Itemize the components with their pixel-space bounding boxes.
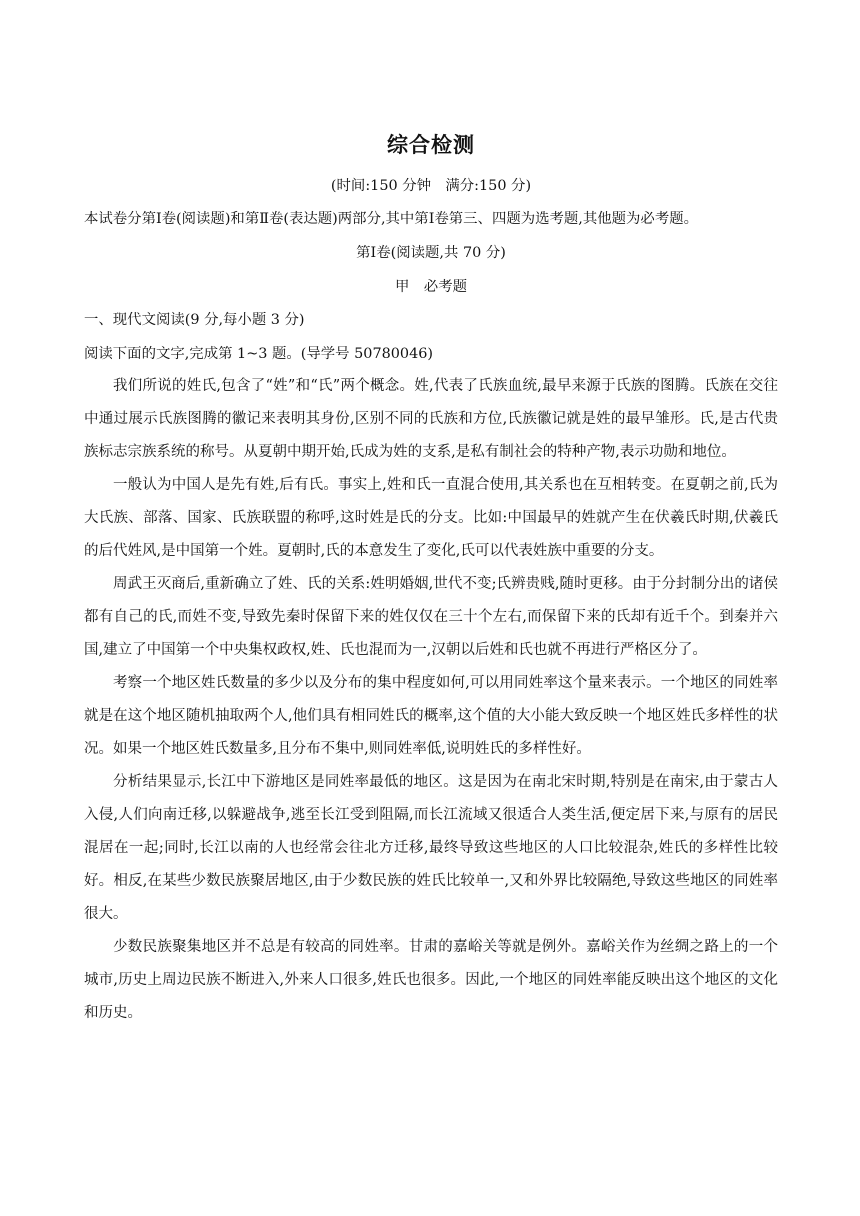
passage-paragraph: 我们所说的姓氏,包含了“姓”和“氏”两个概念。姓,代表了氏族血统,最早来源于氏族的图腾。氏族在交往中通过展示氏族图腾的徽记来表明其身份,区别不同的氏族和方位,氏族徽记就是姓的最早雏形。氏,是古代贵族标志宗族系统的称号。从夏朝中期开始,氏成为姓的支系,是私有制社会的特种产物,表示功勋和地位。 — [84, 378, 778, 460]
document-title: 综合检测 — [387, 133, 475, 157]
passage-paragraph: 考察一个地区姓氏数量的多少以及分布的集中程度如何,可以用同姓率这个量来表示。一个地区的同姓率就是在这个地区随机抽取两个人,他们具有相同姓氏的概率,这个值的大小能大致反映一个地区姓氏多样性的状况。如果一个地区姓氏数量多,且分布不集中,则同姓率低,说明姓氏的多样性好。 — [84, 675, 778, 757]
question-heading: 一、现代文阅读(9 分,每小题 3 分) — [84, 312, 305, 328]
passage-paragraph: 分析结果显示,长江中下游地区是同姓率最低的地区。这是因为在南北宋时期,特别是在南宋,由于蒙古人入侵,人们向南迁移,以躲避战争,逃至长江受到阻隔,而长江流域又很适合人类生活,便定居下来,与原有的居民混居在一起;同时,长江以南的人也经常会往北方迁移,最终导致这些地区的人口比较混杂,姓氏的多样性比较好。相反,在某些少数民族聚居地区,由于少数民族的姓氏比较单一,又和外界比较隔绝,导致这些地区的同姓率很大。 — [84, 774, 778, 922]
passage-paragraph: 周武王灭商后,重新确立了姓、氏的关系:姓明婚姻,世代不变;氏辨贵贱,随时更移。由于分封制分出的诸侯都有自己的氏,而姓不变,导致先秦时保留下来的姓仅仅在三十个左右,而保留下来的氏却有近千个。到秦并六国,建立了中国第一个中央集权政权,姓、氏也混而为一,汉朝以后姓和氏也就不再进行严格区分了。 — [84, 576, 778, 658]
reading-passage — [84, 370, 778, 1030]
passage-paragraph: 一般认为中国人是先有姓,后有氏。事实上,姓和氏一直混合使用,其关系也在互相转变。在夏朝之前,氏为大氏族、部落、国家、氏族联盟的称呼,这时姓是氏的分支。比如:中国最早的姓就产生在伏羲氏时期,伏羲氏的后代姓风,是中国第一个姓。夏朝时,氏的本意发生了变化,氏可以代表姓族中重要的分支。 — [84, 477, 778, 559]
reading-instruction: 阅读下面的文字,完成第 1~3 题。(导学号 50780046) — [84, 346, 434, 362]
part-heading: 第Ⅰ卷(阅读题,共 70 分) — [356, 245, 506, 261]
section-heading: 甲 必考题 — [395, 279, 467, 295]
passage-paragraph: 少数民族聚集地区并不总是有较高的同姓率。甘肃的嘉峪关等就是例外。嘉峪关作为丝绸之路上的一个城市,历史上周边民族不断进入,外来人口很多,姓氏也很多。因此,一个地区的同姓率能反映出这个地区的文化和历史。 — [84, 939, 778, 1021]
exam-intro: 本试卷分第Ⅰ卷(阅读题)和第Ⅱ卷(表达题)两部分,其中第Ⅰ卷第三、四题为选考题,其他题为必考题。 — [84, 211, 698, 227]
time-info: (时间:150 分钟 满分:150 分) — [330, 178, 532, 194]
